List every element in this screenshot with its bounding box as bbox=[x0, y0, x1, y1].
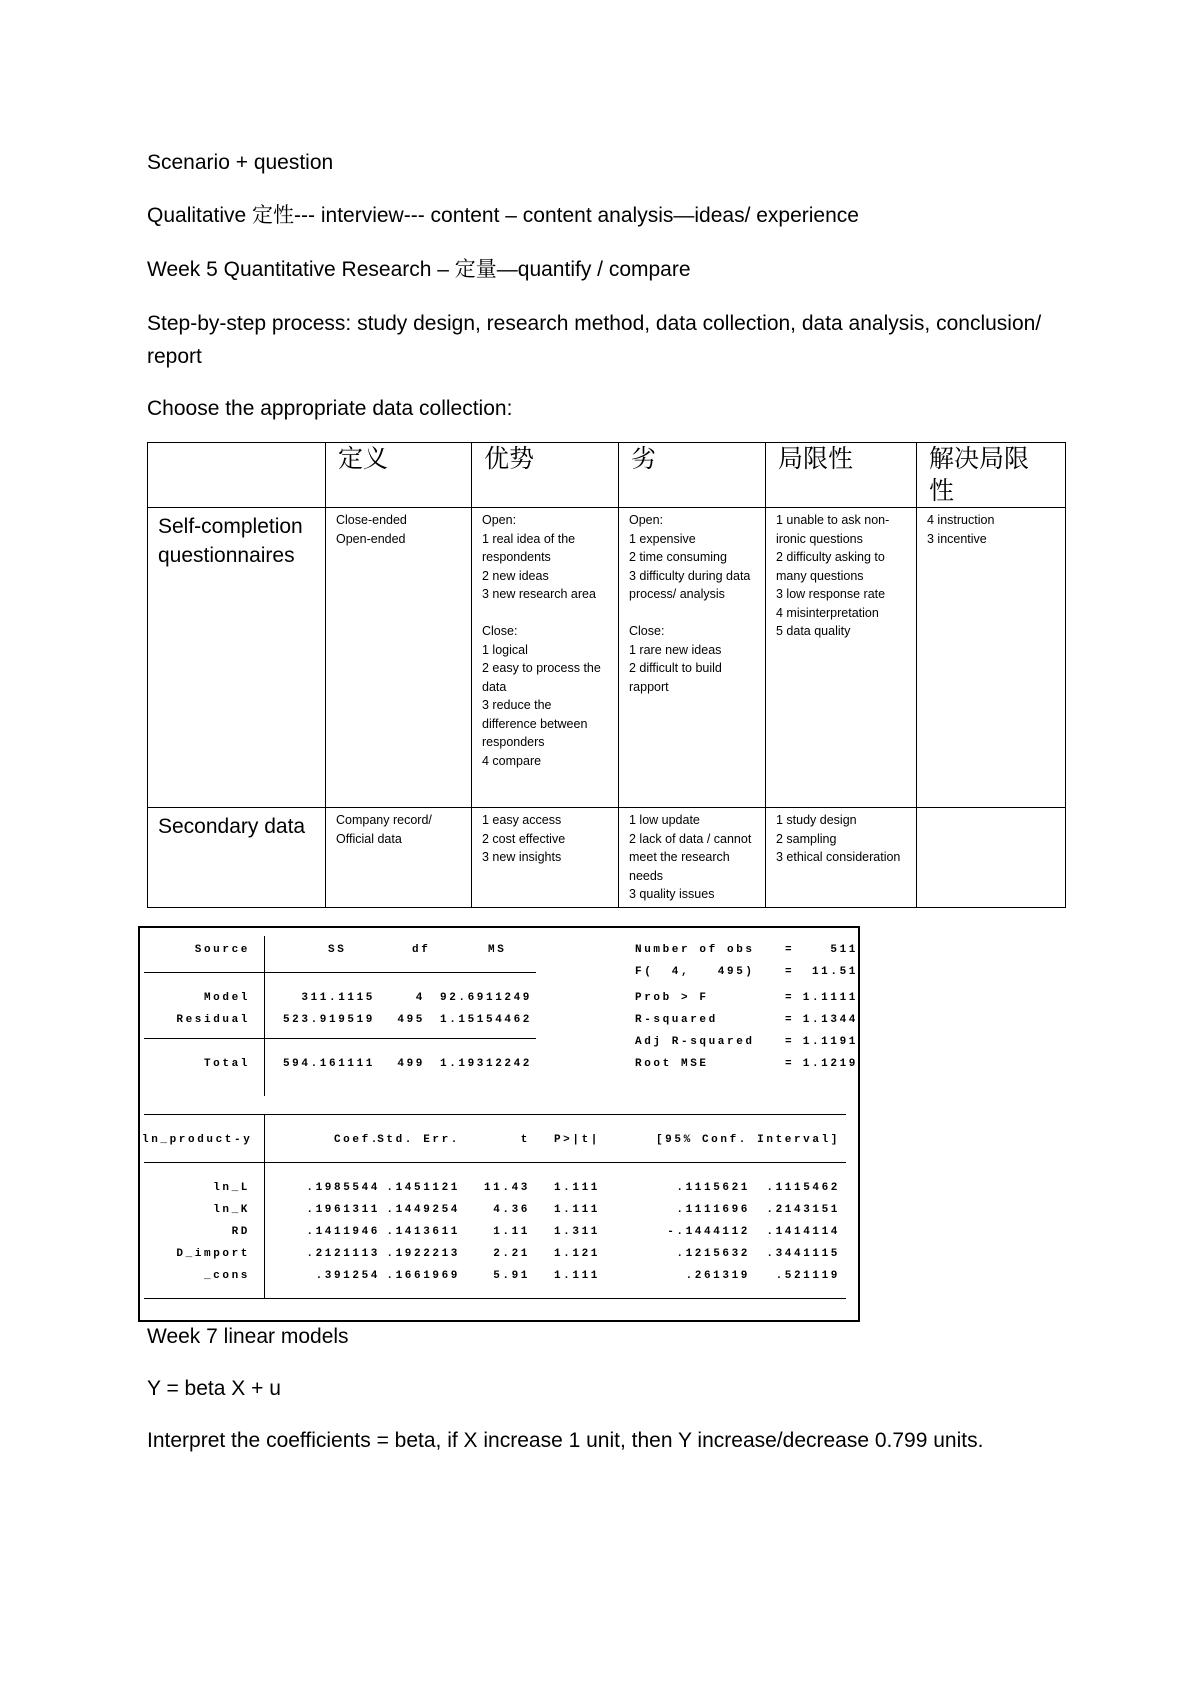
text-interpretation: Interpret the coefficients = beta, if X increase 1 unit, then Y increase/decrease 0.799 units. bbox=[147, 1429, 984, 1452]
header-cell: 解决局限性 bbox=[917, 443, 1066, 508]
stat-label: Root MSE bbox=[635, 1058, 709, 1070]
stat-eq: = bbox=[785, 992, 795, 1004]
stat-eq: = bbox=[785, 1058, 795, 1070]
cell-line: 3 reduce the difference between responders bbox=[482, 698, 591, 749]
cell-line: Close: bbox=[482, 624, 518, 638]
anova-residual-df: 495 bbox=[397, 1014, 425, 1026]
coef-p-header: P>|t| bbox=[553, 1134, 600, 1146]
coef-p-cell: 1.121 bbox=[553, 1248, 600, 1260]
coef-coef-header: Coef. bbox=[333, 1134, 380, 1146]
table-cell bbox=[472, 808, 619, 908]
cell-line: 1 rare new ideas bbox=[629, 642, 722, 657]
anova-residual-label: Residual bbox=[176, 1014, 250, 1026]
coef-p-cell: 1.311 bbox=[553, 1226, 600, 1238]
stat-label: R-squared bbox=[635, 1014, 718, 1026]
cell-line: 4 compare bbox=[482, 753, 542, 768]
stat-label: Adj R-squared bbox=[635, 1036, 755, 1048]
text-process: Step-by-step process: study design, research method, data collection, data analysis, conclusion/ report bbox=[147, 312, 1042, 368]
cell-line: 3 ethical consideration bbox=[776, 850, 901, 864]
stat-value: 11.51 bbox=[811, 966, 858, 978]
anova-total-ms: 1.19312242 bbox=[440, 1058, 533, 1070]
table-cell bbox=[917, 508, 1066, 808]
anova-residual-ms: 1.15154462 bbox=[440, 1014, 533, 1026]
text-scenario: Scenario + question bbox=[147, 151, 334, 174]
coef-t-header: t bbox=[520, 1134, 530, 1146]
cell-line bbox=[482, 604, 608, 623]
cell-line bbox=[629, 604, 755, 623]
cell-line: 1 unable to ask non-ironic questions bbox=[776, 513, 890, 546]
table-row bbox=[148, 508, 1066, 808]
table-cell bbox=[766, 508, 917, 808]
cell-line: 1 logical bbox=[482, 642, 528, 657]
cell-line: Open-ended bbox=[336, 531, 406, 546]
cell-line: 2 lack of data / cannot meet the research needs bbox=[629, 831, 755, 883]
cell-line: 2 difficult to build rapport bbox=[629, 661, 726, 694]
header-cell: 定义 bbox=[326, 443, 472, 508]
cell-line: 3 low response rate bbox=[776, 587, 886, 601]
anova-total-label: Total bbox=[203, 1058, 250, 1070]
stat-value: 1.1191 bbox=[802, 1036, 858, 1048]
table-cell bbox=[917, 808, 1066, 908]
stat-eq: = bbox=[785, 1036, 795, 1048]
stat-value: 1.1344 bbox=[802, 1014, 858, 1026]
coef-var-cell: D_import bbox=[176, 1248, 250, 1260]
coef-ci-header: [95% Conf. Interval] bbox=[655, 1134, 840, 1146]
text-formula: Y = beta X + u bbox=[147, 1377, 281, 1400]
stat-value: 511 bbox=[830, 944, 858, 956]
stat-label: Prob > F bbox=[635, 992, 709, 1004]
coef-se-cell: .1413611 bbox=[386, 1226, 460, 1238]
stat-eq: = bbox=[785, 1014, 795, 1026]
cell-line: 2 new ideas bbox=[482, 568, 549, 583]
coef-coef-cell: .1985544 bbox=[306, 1182, 380, 1194]
cell-line: 1 easy access bbox=[482, 813, 562, 827]
stat-eq: = bbox=[785, 966, 795, 978]
coef-t-cell: 11.43 bbox=[483, 1182, 530, 1194]
coef-p-cell: 1.111 bbox=[553, 1182, 600, 1194]
anova-total-ss: 594.161111 bbox=[282, 1058, 375, 1070]
table-cell bbox=[326, 508, 472, 808]
coef-hi-cell: .2143151 bbox=[766, 1204, 840, 1216]
text-week7: Week 7 linear models bbox=[147, 1325, 349, 1348]
coef-lo-cell: -.1444112 bbox=[667, 1226, 750, 1238]
row-head: Self-completion questionnaires bbox=[148, 508, 326, 808]
anova-ms-header: MS bbox=[488, 944, 507, 956]
cell-line: 2 time consuming bbox=[629, 550, 727, 564]
coef-se-cell: .1451121 bbox=[386, 1182, 460, 1194]
regression-output-image bbox=[138, 926, 860, 1322]
stat-label: F( 4, 495) bbox=[635, 966, 755, 978]
table-header-row bbox=[148, 443, 1066, 508]
coef-t-cell: 2.21 bbox=[493, 1248, 530, 1260]
coef-se-cell: .1661969 bbox=[386, 1270, 460, 1282]
coef-lo-cell: .261319 bbox=[685, 1270, 750, 1282]
coef-t-cell: 1.11 bbox=[493, 1226, 530, 1238]
anova-ss-header: SS bbox=[328, 944, 347, 956]
anova-rule bbox=[144, 1038, 536, 1039]
anova-rule bbox=[144, 972, 536, 973]
header-cell: 劣 bbox=[619, 443, 766, 508]
coef-lo-cell: .1111696 bbox=[676, 1204, 750, 1216]
table-cell bbox=[472, 508, 619, 808]
cell-line: 1 low update bbox=[629, 813, 700, 827]
coef-hi-cell: .3441115 bbox=[766, 1248, 840, 1260]
coef-rule bbox=[144, 1162, 846, 1163]
stat-eq: = bbox=[785, 944, 795, 956]
coef-lo-cell: .1215632 bbox=[676, 1248, 750, 1260]
cell-line: 2 easy to process the data bbox=[482, 661, 605, 694]
table-cell bbox=[619, 508, 766, 808]
coef-p-cell: 1.111 bbox=[553, 1204, 600, 1216]
text-qualitative: Qualitative 定性--- interview--- content – content analysis—ideas/ experience bbox=[147, 204, 859, 227]
coef-rule bbox=[144, 1298, 846, 1299]
table-cell bbox=[766, 808, 917, 908]
anova-model-label: Model bbox=[203, 992, 250, 1004]
cell-line: 1 study design bbox=[776, 813, 857, 827]
cell-line: 3 incentive bbox=[927, 531, 987, 546]
cell-line: 5 data quality bbox=[776, 624, 851, 638]
cell-line: 4 instruction bbox=[927, 513, 995, 527]
anova-source-header: Source bbox=[194, 944, 250, 956]
data-collection-table bbox=[147, 442, 1066, 908]
text-choose: Choose the appropriate data collection: bbox=[147, 397, 513, 420]
coef-coef-cell: .391254 bbox=[315, 1270, 380, 1282]
cell-line: 1 real idea of the respondents bbox=[482, 531, 579, 564]
cell-line: Open: bbox=[482, 513, 517, 527]
cell-line: 3 difficulty during data process/ analysis bbox=[629, 568, 754, 601]
coef-coef-cell: .1411946 bbox=[306, 1226, 380, 1238]
coef-rule bbox=[144, 1114, 846, 1115]
cell-line: 3 new insights bbox=[482, 850, 562, 864]
cell-line: Close: bbox=[629, 624, 665, 638]
cell-line: 4 misinterpretation bbox=[776, 605, 879, 620]
row-head: Secondary data bbox=[148, 808, 326, 908]
coef-se-cell: .1922213 bbox=[386, 1248, 460, 1260]
stat-value: 1.1111 bbox=[802, 992, 858, 1004]
coef-hi-cell: .521119 bbox=[775, 1270, 840, 1282]
anova-total-df: 499 bbox=[397, 1058, 425, 1070]
text-week5: Week 5 Quantitative Research – 定量—quantify / compare bbox=[147, 258, 691, 281]
coef-coef-cell: .2121113 bbox=[306, 1248, 380, 1260]
coef-var-cell: _cons bbox=[203, 1270, 250, 1282]
cell-line: 3 quality issues bbox=[629, 887, 715, 901]
coef-var-cell: ln_L bbox=[213, 1182, 250, 1194]
coef-se-header: Std. Err. bbox=[377, 1134, 460, 1146]
coef-vertical-rule bbox=[264, 1114, 265, 1298]
table-cell bbox=[619, 808, 766, 908]
cell-line: Open: bbox=[629, 513, 664, 527]
coef-t-cell: 5.91 bbox=[493, 1270, 530, 1282]
anova-df-header: df bbox=[412, 944, 431, 956]
anova-model-df: 4 bbox=[415, 992, 425, 1004]
stat-label: Number of obs bbox=[635, 944, 755, 956]
coef-coef-cell: .1961311 bbox=[306, 1204, 380, 1216]
cell-line: Close-ended bbox=[336, 513, 407, 527]
coef-var-header: ln_product-y bbox=[142, 1134, 253, 1146]
header-cell: 优势 bbox=[472, 443, 619, 508]
table-row bbox=[148, 808, 1066, 908]
header-cell: 局限性 bbox=[766, 443, 917, 508]
coef-hi-cell: .1414114 bbox=[766, 1226, 840, 1238]
coef-var-cell: ln_K bbox=[213, 1204, 250, 1216]
coef-p-cell: 1.111 bbox=[553, 1270, 600, 1282]
anova-model-ms: 92.6911249 bbox=[440, 992, 533, 1004]
cell-line: 1 expensive bbox=[629, 531, 696, 546]
cell-line: 2 cost effective bbox=[482, 831, 566, 846]
header-cell bbox=[148, 443, 326, 508]
table-cell bbox=[326, 808, 472, 908]
cell-line: Company record/ Official data bbox=[336, 813, 436, 846]
coef-hi-cell: .1115462 bbox=[766, 1182, 840, 1194]
anova-residual-ss: 523.919519 bbox=[282, 1014, 375, 1026]
coef-se-cell: .1449254 bbox=[386, 1204, 460, 1216]
anova-model-ss: 311.1115 bbox=[301, 992, 375, 1004]
cell-line: 2 difficulty asking to many questions bbox=[776, 550, 889, 583]
coef-lo-cell: .1115621 bbox=[676, 1182, 750, 1194]
cell-line: 2 sampling bbox=[776, 831, 837, 846]
stat-value: 1.1219 bbox=[802, 1058, 858, 1070]
cell-line: 3 new research area bbox=[482, 587, 596, 601]
coef-var-cell: RD bbox=[231, 1226, 250, 1238]
coef-t-cell: 4.36 bbox=[493, 1204, 530, 1216]
